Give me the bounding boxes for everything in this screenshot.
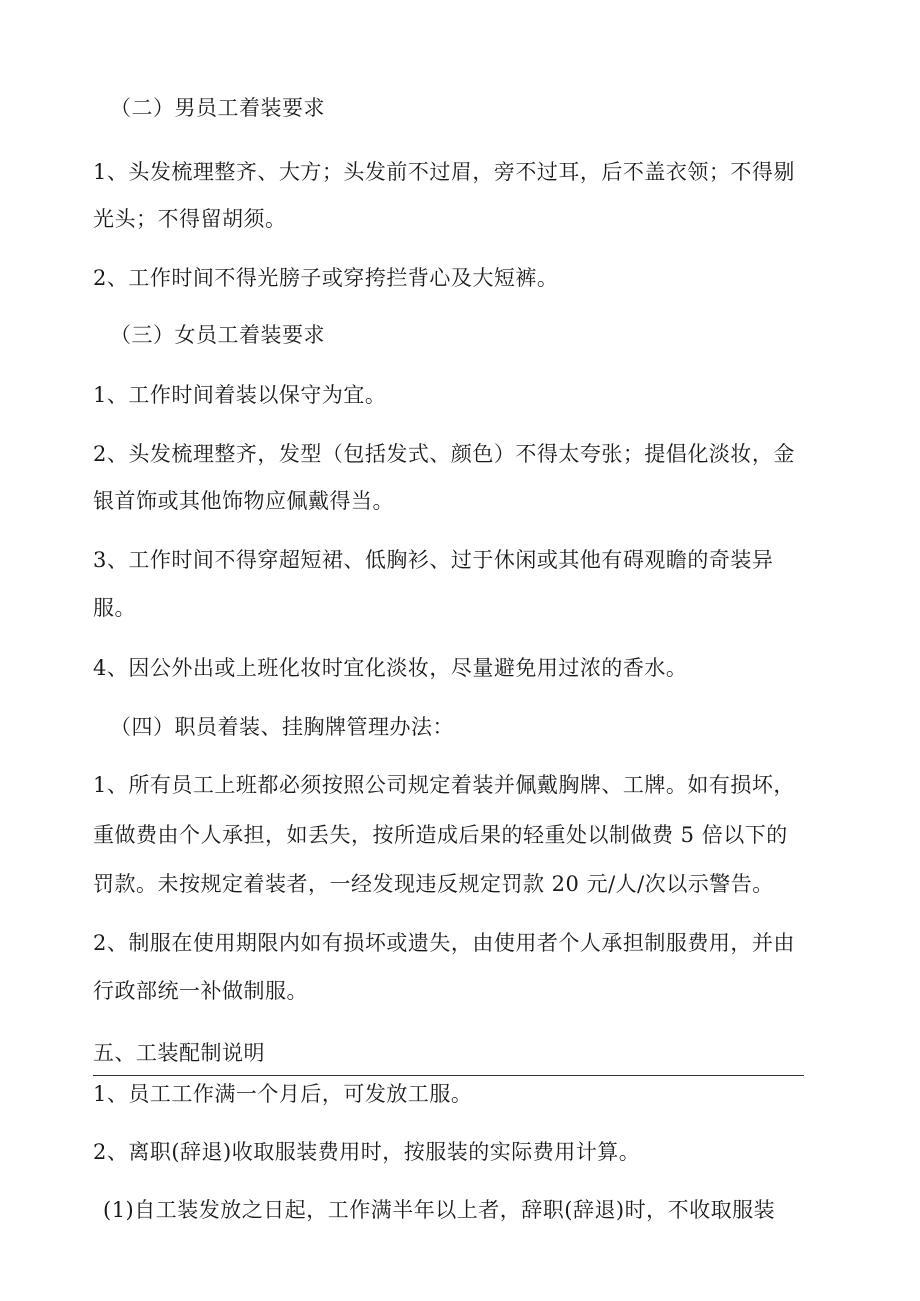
section-heading-uniform: 五、工装配制说明 [93,1041,265,1065]
paragraph-line: (1)自工装发放之日起，工作满半年以上者，辞职(辞退)时，不收取服装 [103,1198,776,1222]
paragraph-line: 重做费由个人承担，如丢失，按所造成后果的轻重处以制做费 5 倍以下的 [93,823,788,847]
horizontal-divider [93,1075,804,1076]
paragraph-line: 光头；不得留胡须。 [93,207,287,231]
paragraph-line: 2、离职(辞退)收取服装费用时，按服装的实际费用计算。 [93,1140,641,1164]
paragraph-line: 1、员工工作满一个月后，可发放工服。 [93,1082,473,1106]
paragraph-line: 1、头发梳理整齐、大方；头发前不过眉，旁不过耳，后不盖衣领；不得剔 [93,160,795,184]
section-heading-female-dress: （三）女员工着装要求 [110,323,325,347]
paragraph-line: 2、头发梳理整齐，发型（包括发式、颜色）不得太夸张；提倡化淡妆，金 [93,442,795,466]
paragraph-line: 3、工作时间不得穿超短裙、低胸衫、过于休闲或其他有碍观瞻的奇装异 [93,548,774,572]
section-heading-male-dress: （二）男员工着装要求 [110,96,325,120]
paragraph-line: 1、所有员工上班都必须按照公司规定着装并佩戴胸牌、工牌。如有损坏， [93,773,795,797]
paragraph-line: 罚款。未按规定着装者，一经发现违反规定罚款 20 元/人/次以示警告。 [93,872,774,896]
paragraph-line: 2、工作时间不得光膀子或穿挎拦背心及大短裤。 [93,266,559,290]
paragraph-line: 银首饰或其他饰物应佩戴得当。 [93,489,394,513]
section-heading-badge-rules: （四）职员着装、挂胸牌管理办法： [110,715,454,739]
paragraph-line: 服。 [93,596,136,620]
paragraph-line: 行政部统一补做制服。 [93,979,308,1003]
paragraph-line: 2、制服在使用期限内如有损坏或遗失，由使用者个人承担制服费用，并由 [93,931,795,955]
paragraph-line: 1、工作时间着装以保守为宜。 [93,383,387,407]
paragraph-line: 4、因公外出或上班化妆时宜化淡妆，尽量避免用过浓的香水。 [93,656,688,680]
